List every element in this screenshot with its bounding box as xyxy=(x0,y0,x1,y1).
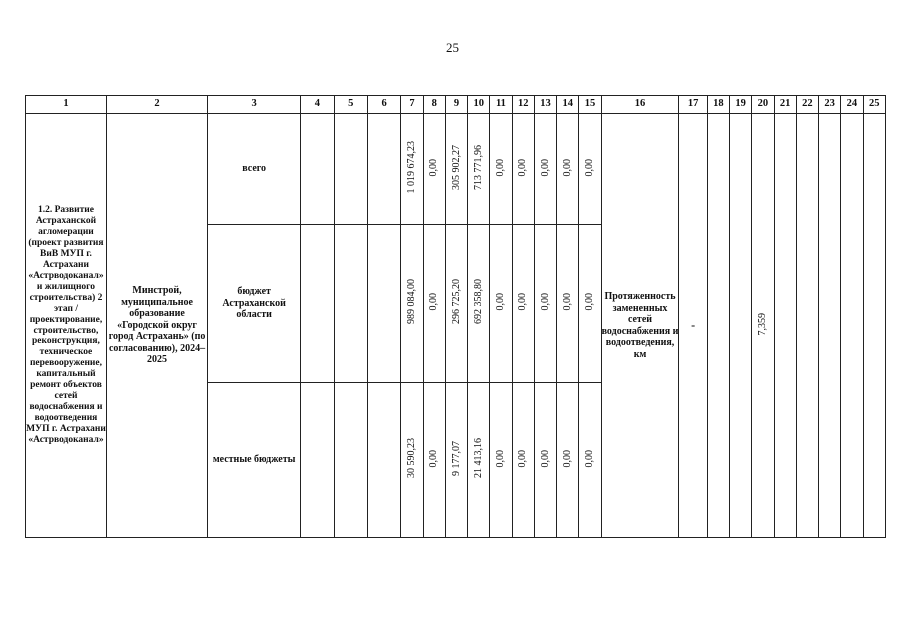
header-cell: 21 xyxy=(774,96,796,114)
value-cell xyxy=(401,383,423,538)
value-text: 713 771,96 xyxy=(472,144,484,190)
header-cell: 5 xyxy=(334,96,367,114)
value-cell xyxy=(579,114,601,225)
indicator-name: Протяженность замененных сетей водоснабжения и водоотведения, км xyxy=(601,114,679,538)
empty-cell xyxy=(301,383,334,538)
header-cell: 9 xyxy=(445,96,467,114)
header-cell: 14 xyxy=(557,96,579,114)
funding-source: всего xyxy=(208,114,301,225)
header-cell: 25 xyxy=(863,96,885,114)
value-text: 0,00 xyxy=(561,449,573,467)
value-text: 0,00 xyxy=(495,158,507,176)
empty-cell xyxy=(367,383,400,538)
value-text: 305 902,27 xyxy=(450,144,462,190)
value-text: 0,00 xyxy=(495,449,507,467)
page-number: 25 xyxy=(446,40,459,55)
value-text: 0,00 xyxy=(539,158,551,176)
value-text: 0,00 xyxy=(517,449,529,467)
header-cell: 24 xyxy=(841,96,863,114)
value-cell xyxy=(557,225,579,383)
header-cell: 17 xyxy=(679,96,707,114)
value-cell xyxy=(468,225,490,383)
empty-cell xyxy=(301,225,334,383)
header-cell: 6 xyxy=(367,96,400,114)
header-cell: 10 xyxy=(468,96,490,114)
value-text: 692 358,80 xyxy=(472,279,484,325)
header-cell: 11 xyxy=(490,96,512,114)
value-text: 0,00 xyxy=(561,158,573,176)
empty-cell xyxy=(707,114,729,538)
value-cell xyxy=(512,225,534,383)
value-cell xyxy=(468,114,490,225)
empty-cell xyxy=(774,114,796,538)
indicator-col17 xyxy=(679,114,707,538)
value-cell xyxy=(579,225,601,383)
value-cell xyxy=(579,383,601,538)
empty-cell xyxy=(367,114,400,225)
header-cell: 15 xyxy=(579,96,601,114)
responsible-organization: Минстрой, муниципальное образование «Городской округ город Астрахань» (по согласованию), 2024–2025 xyxy=(106,114,207,538)
value-text: 0,00 xyxy=(584,293,596,311)
empty-cell xyxy=(334,225,367,383)
budget-table xyxy=(25,95,886,538)
value-text: 0,00 xyxy=(584,158,596,176)
mark-text: - xyxy=(691,317,696,332)
value-cell xyxy=(534,114,556,225)
value-cell xyxy=(534,383,556,538)
header-row xyxy=(26,96,886,114)
header-cell: 4 xyxy=(301,96,334,114)
value-cell xyxy=(490,225,512,383)
header-cell: 7 xyxy=(401,96,423,114)
value-cell xyxy=(423,383,445,538)
value-cell xyxy=(445,383,467,538)
value-text: 989 084,00 xyxy=(406,279,418,325)
value-cell xyxy=(423,225,445,383)
value-text: 0,00 xyxy=(428,449,440,467)
value-cell xyxy=(445,114,467,225)
value-cell xyxy=(512,114,534,225)
value-cell xyxy=(534,225,556,383)
header-cell: 12 xyxy=(512,96,534,114)
funding-source: бюджет Астраханской области xyxy=(208,225,301,383)
empty-cell xyxy=(819,114,841,538)
value-text: 30 590,23 xyxy=(406,438,418,479)
header-cell: 8 xyxy=(423,96,445,114)
value-cell xyxy=(401,225,423,383)
header-cell: 22 xyxy=(796,96,818,114)
header-cell: 18 xyxy=(707,96,729,114)
header-cell: 20 xyxy=(752,96,774,114)
value-text: 0,00 xyxy=(584,449,596,467)
header-cell: 2 xyxy=(106,96,207,114)
value-text: 0,00 xyxy=(539,293,551,311)
value-cell xyxy=(557,383,579,538)
value-text: 0,00 xyxy=(428,158,440,176)
value-text: 0,00 xyxy=(517,158,529,176)
table-row xyxy=(26,114,886,225)
empty-cell xyxy=(841,114,863,538)
value-cell xyxy=(401,114,423,225)
value-text: 21 413,16 xyxy=(472,438,484,479)
funding-source: местные бюджеты xyxy=(208,383,301,538)
value-text: 9 177,07 xyxy=(450,440,462,476)
value-text: 0,00 xyxy=(428,293,440,311)
empty-cell xyxy=(334,383,367,538)
value-cell xyxy=(468,383,490,538)
value-cell xyxy=(490,114,512,225)
header-cell: 16 xyxy=(601,96,679,114)
empty-cell xyxy=(863,114,885,538)
value-text: 0,00 xyxy=(561,293,573,311)
header-cell: 3 xyxy=(208,96,301,114)
value-text: 296 725,20 xyxy=(450,279,462,325)
value-text: 0,00 xyxy=(495,293,507,311)
header-cell: 13 xyxy=(534,96,556,114)
header-cell: 1 xyxy=(26,96,107,114)
empty-cell xyxy=(730,114,752,538)
value-text: 0,00 xyxy=(517,293,529,311)
value-cell xyxy=(512,383,534,538)
value-cell xyxy=(490,383,512,538)
value-cell xyxy=(423,114,445,225)
value-text: 0,00 xyxy=(539,449,551,467)
empty-cell xyxy=(301,114,334,225)
header-cell: 23 xyxy=(819,96,841,114)
header-cell: 19 xyxy=(730,96,752,114)
indicator-col20 xyxy=(752,114,774,538)
empty-cell xyxy=(367,225,400,383)
value-cell xyxy=(557,114,579,225)
value-text: 1 019 674,23 xyxy=(406,141,418,194)
empty-cell xyxy=(334,114,367,225)
indicator-value: 7,359 xyxy=(757,312,769,335)
empty-cell xyxy=(796,114,818,538)
measure-description: 1.2. Развитие Астраханской агломерации (проект развития ВиВ МУП г. Астрахани «Астрводоканал» и жилищного строительства) 2 этап / проектирование, строительство, реконструкция, техническое перевооружение, капитальный ремонт объектов сетей водоснабжения и водоотведения МУП г. Астрахани «Астрводоканал» xyxy=(26,114,107,538)
value-cell xyxy=(445,225,467,383)
